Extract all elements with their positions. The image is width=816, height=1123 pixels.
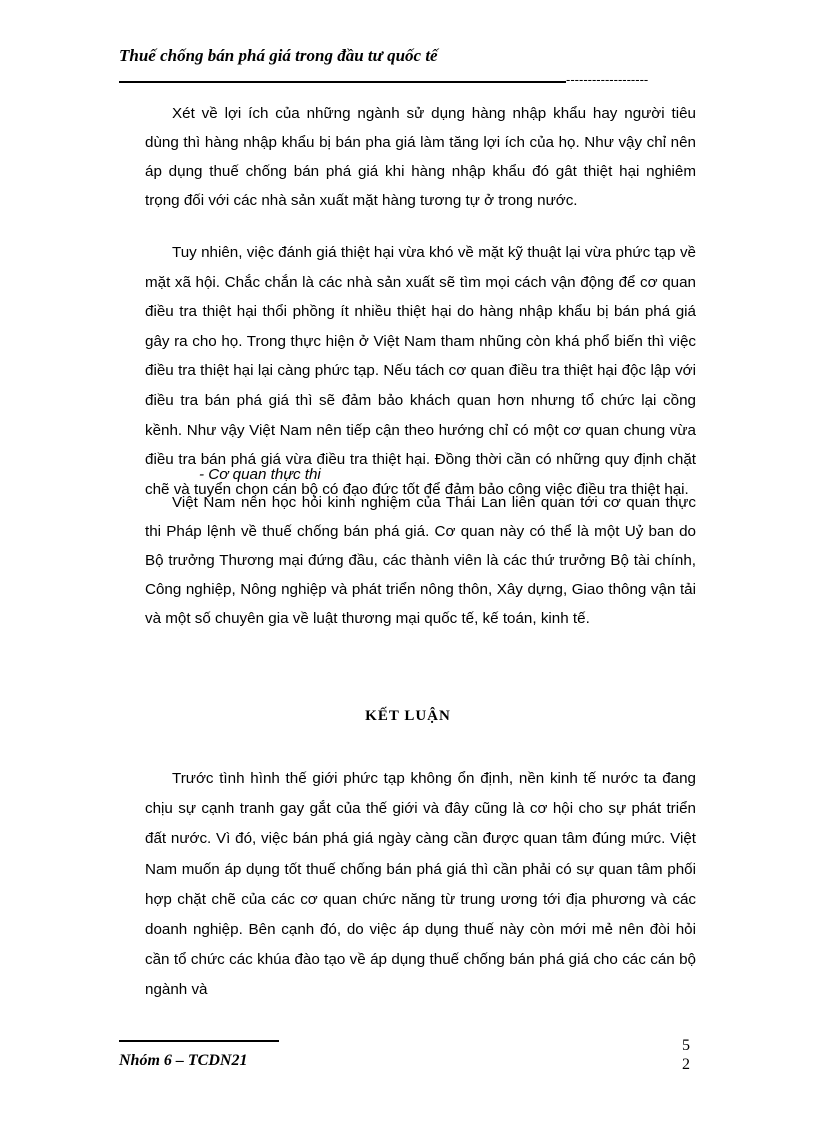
footer-group-label: Nhóm 6 – TCDN21 xyxy=(119,1052,248,1069)
paragraph-text: Trước tình hình thế giới phức tạp không ổn định, nền kinh tế nước ta đang chịu sự cạnh tranh gay gắt của thế giới và đây cũng là cơ hội cho sự phát triển đất nước. Vì đó, việc bán phá giá ngày càng cần được quan tâm đúng mức. Việt Nam muốn áp dụng tốt thuế chống bán phá giá thì cần phải có sự quan tâm phối hợp chặt chẽ của các cơ quan chức năng từ trung ương tới địa phương và các doanh nghiệp. Bên cạnh đó, do việc áp dụng thuế này còn mới mẻ nên đòi hỏi cần tổ chức các khúa đào tạo về áp dụng thuế chống bán phá giá cho các cán bộ ngành và xyxy=(145,770,696,999)
paragraph-text: Tuy nhiên, việc đánh giá thiệt hại vừa khó về mặt kỹ thuật lại vừa phức tạp về mặt xã hội. Chắc chắn là các nhà sản xuất sẽ tìm mọi cách vận động để cơ quan điều tra thiệt hại thổi phồng ít nhiều thiệt hại do hàng nhập khẩu bị bán phá giá gây ra cho họ. Trong thực hiện ở Việt Nam tham nhũng còn khá phổ biến thì việc điều tra thiệt hại lại càng phức tạp. Nếu tách cơ quan điều tra thiệt hại độc lập với điều tra bán phá giá thì sẽ đảm bảo khách quan hơn nhưng tổ chức lại cồng kềnh. Như vậy Việt Nam nên tiếp cận theo hướng chỉ có một cơ quan chung vừa điều tra bán phá giá vừa điều tra thiệt hại. Đồng thời cần có những quy định chặt chẽ và tuyển chọn cán bộ có đạo đức tốt để đảm bảo công việc điều tra thiệt hại. xyxy=(145,244,696,498)
subsection-label: - Cơ quan thực thi xyxy=(199,466,321,483)
conclusion-paragraph xyxy=(145,764,696,1006)
paragraph-text: Xét về lợi ích của những ngành sử dụng hàng nhập khẩu hay người tiêu dùng thì hàng nhập khẩu bị bán pha giá làm tăng lợi ích của họ. Như vậy chỉ nên áp dụng thuế chống bán phá giá khi hàng nhập khẩu đó gât thiệt hại nghiêm trọng đối với các nhà sản xuất mặt hàng tương tự ở trong nước. xyxy=(145,105,696,209)
subsection-label-block xyxy=(145,460,696,489)
page-number-line-2: 2 xyxy=(682,1056,690,1073)
conclusion-heading: KẾT LUẬN xyxy=(365,708,451,724)
running-header-title: Thuế chống bán phá giá trong đầu tư quốc tế xyxy=(119,46,438,65)
body-paragraph-1 xyxy=(145,99,696,215)
footer-rule xyxy=(119,1040,279,1042)
page-number-line-1: 5 xyxy=(682,1037,690,1054)
header-dashes: ------------------- xyxy=(566,72,649,87)
header-rule xyxy=(119,81,566,83)
page-number xyxy=(676,1036,696,1074)
body-paragraph-3 xyxy=(145,488,696,633)
paragraph-text: Việt Nam nên học hỏi kinh nghiệm của Thái Lan liên quan tới cơ quan thực thi Pháp lệnh về thuế chống bán phá giá. Cơ quan này có thể là một Uỷ ban do Bộ trưởng Thương mại đứng đầu, các thành viên là các thứ trưởng Bộ tài chính, Công nghiệp, Nông nghiệp và phát triển nông thôn, Xây dựng, Giao thông vận tải và một số chuyên gia về luật thương mại quốc tế, kế toán, kinh tế. xyxy=(145,494,696,627)
